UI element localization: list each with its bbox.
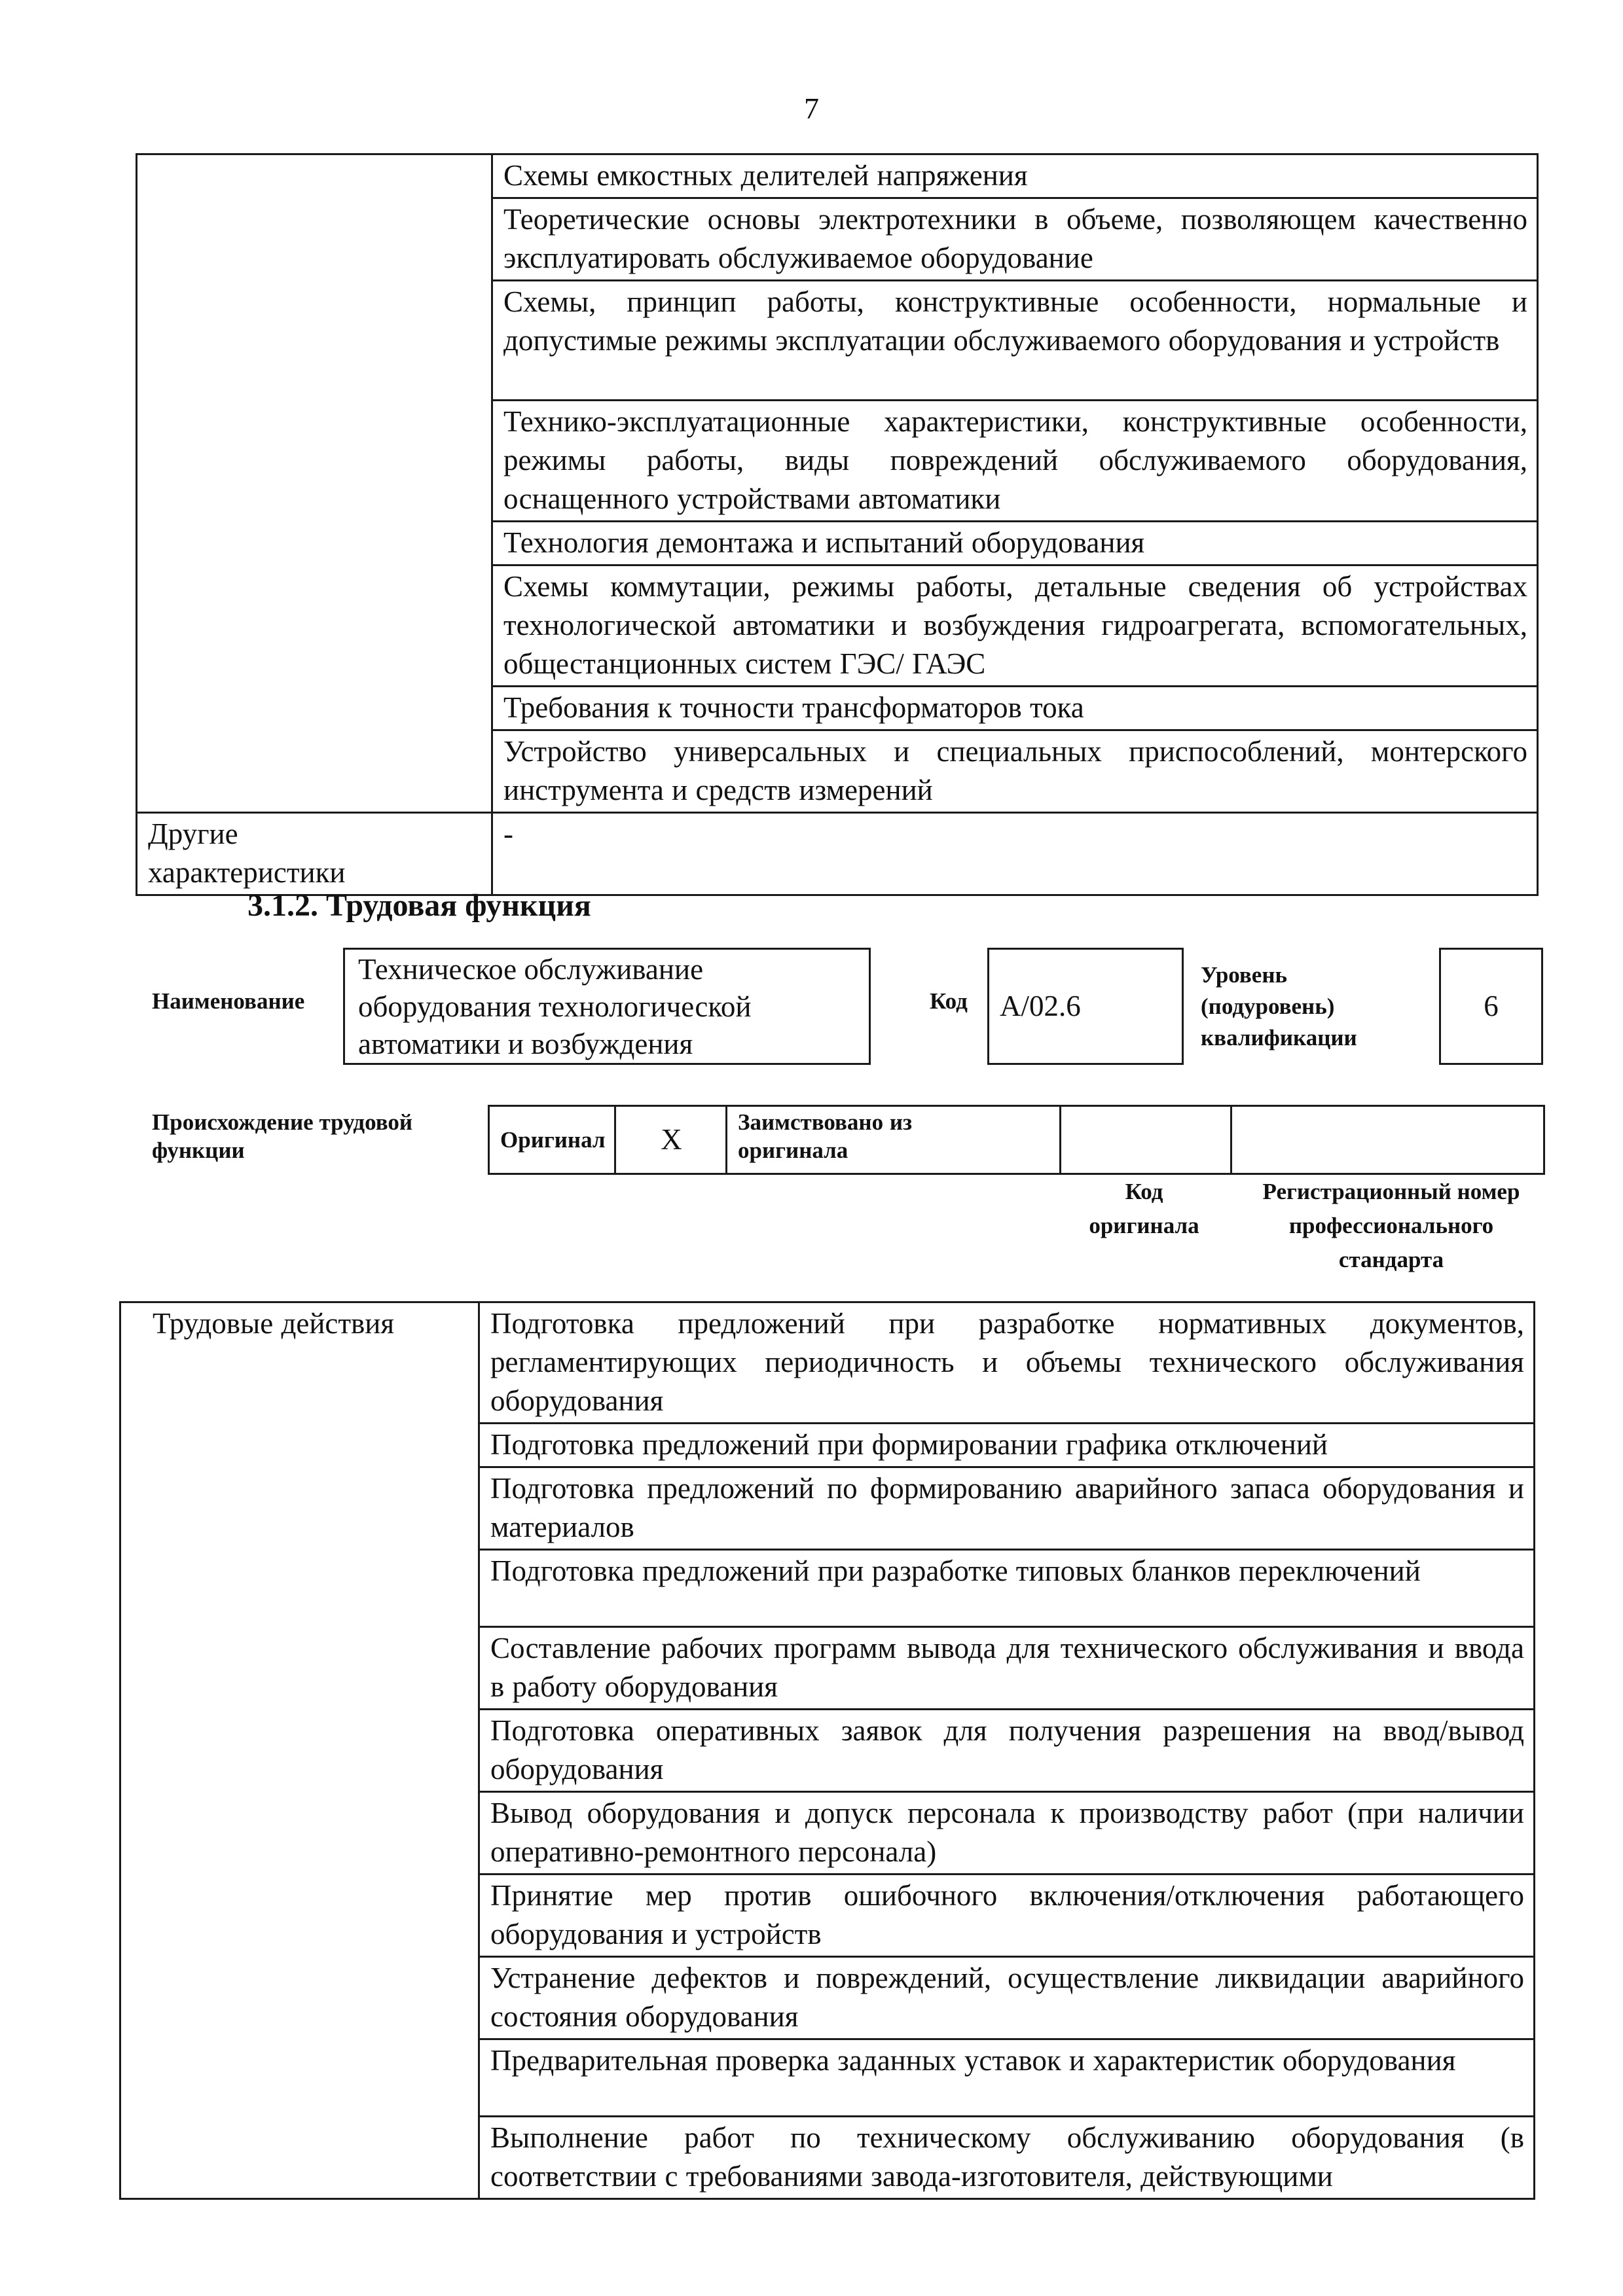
- labor-action-item: Подготовка предложений при разработке типовых бланков переключений: [479, 1550, 1535, 1627]
- labor-action-item: Подготовка предложений по формированию аварийного запаса оборудования и материалов: [479, 1467, 1535, 1550]
- page-number: 7: [804, 92, 819, 125]
- labor-action-item: Вывод оборудования и допуск персонала к производству работ (при наличии оперативно-ремонтного персонала): [479, 1792, 1535, 1874]
- code-label: Код: [930, 988, 968, 1014]
- knowledge-label-cell: [137, 154, 492, 813]
- knowledge-item: Технико-эксплуатационные характеристики, конструктивные особенности, режимы работы, виды повреждений обслуживаемого оборудования, оснащенного устройствами автоматики: [492, 401, 1538, 522]
- labor-action-item: Предварительная проверка заданных уставок и характеристик оборудования: [479, 2039, 1535, 2117]
- other-characteristics-label: Другие характеристики: [137, 813, 492, 895]
- knowledge-table: [136, 153, 1539, 896]
- code-value-box: [987, 948, 1184, 1065]
- labor-action-item: Составление рабочих программ вывода для технического обслуживания и ввода в работу оборудования: [479, 1627, 1535, 1710]
- knowledge-item: Требования к точности трансформаторов тока: [492, 687, 1538, 730]
- labor-action-item: Устранение дефектов и повреждений, осуществление ликвидации аварийного состояния оборудования: [479, 1957, 1535, 2039]
- origin-table: [488, 1105, 1545, 1175]
- original-label: Оригинал: [489, 1106, 615, 1174]
- origin-label: Происхождение трудовой функции: [152, 1109, 413, 1163]
- labor-action-item: Подготовка предложений при разработке нормативных документов, регламентирующих периодичность и объемы технического обслуживания оборудования: [479, 1302, 1535, 1424]
- code-value: A/02.6: [1000, 990, 1081, 1022]
- level-value: 6: [1484, 990, 1499, 1022]
- borrowed-label: Заимствовано из оригинала: [727, 1106, 1061, 1174]
- knowledge-item: Схемы коммутации, режимы работы, детальные сведения об устройствах технологической автоматики и возбуждения гидроагрегата, вспомогательных, общестанционных систем ГЭС/ ГАЭС: [492, 565, 1538, 687]
- labor-actions-label: Трудовые действия: [120, 1302, 479, 2199]
- code-caption: Код оригинала: [1089, 1179, 1199, 1238]
- labor-action-item: Подготовка оперативных заявок для получения разрешения на ввод/вывод оборудования: [479, 1710, 1535, 1792]
- name-value-box: [343, 948, 871, 1065]
- section-title: 3.1.2. Трудовая функция: [247, 888, 591, 923]
- knowledge-item: Технология демонтажа и испытаний оборудования: [492, 522, 1538, 565]
- original-code-cell: [1061, 1106, 1231, 1174]
- knowledge-item: Схемы, принцип работы, конструктивные особенности, нормальные и допустимые режимы эксплуатации обслуживаемого оборудования и устройств: [492, 281, 1538, 401]
- reg-caption: Регистрационный номер профессионального стандарта: [1262, 1179, 1520, 1272]
- level-value-box: [1439, 948, 1543, 1065]
- labor-actions-table: [119, 1301, 1535, 2200]
- name-value: Техническое обслуживание оборудования технологической автоматики и возбуждения: [358, 953, 752, 1060]
- other-characteristics-value: -: [492, 813, 1538, 895]
- name-label: Наименование: [152, 988, 305, 1014]
- knowledge-item: Устройство универсальных и специальных приспособлений, монтерского инструмента и средств измерений: [492, 730, 1538, 813]
- registration-number-cell: [1231, 1106, 1544, 1174]
- original-mark: X: [615, 1106, 727, 1174]
- labor-action-item: Подготовка предложений при формировании графика отключений: [479, 1424, 1535, 1467]
- labor-action-item: Выполнение работ по техническому обслуживанию оборудования (в соответствии с требованиями завода-изготовителя, действующими: [479, 2117, 1535, 2199]
- labor-action-item: Принятие мер против ошибочного включения/отключения работающего оборудования и устройств: [479, 1874, 1535, 1957]
- knowledge-item: Теоретические основы электротехники в объеме, позволяющем качественно эксплуатировать обслуживаемое оборудование: [492, 198, 1538, 281]
- level-label: Уровень (подуровень) квалификации: [1201, 962, 1357, 1050]
- knowledge-item: Схемы емкостных делителей напряжения: [492, 154, 1538, 198]
